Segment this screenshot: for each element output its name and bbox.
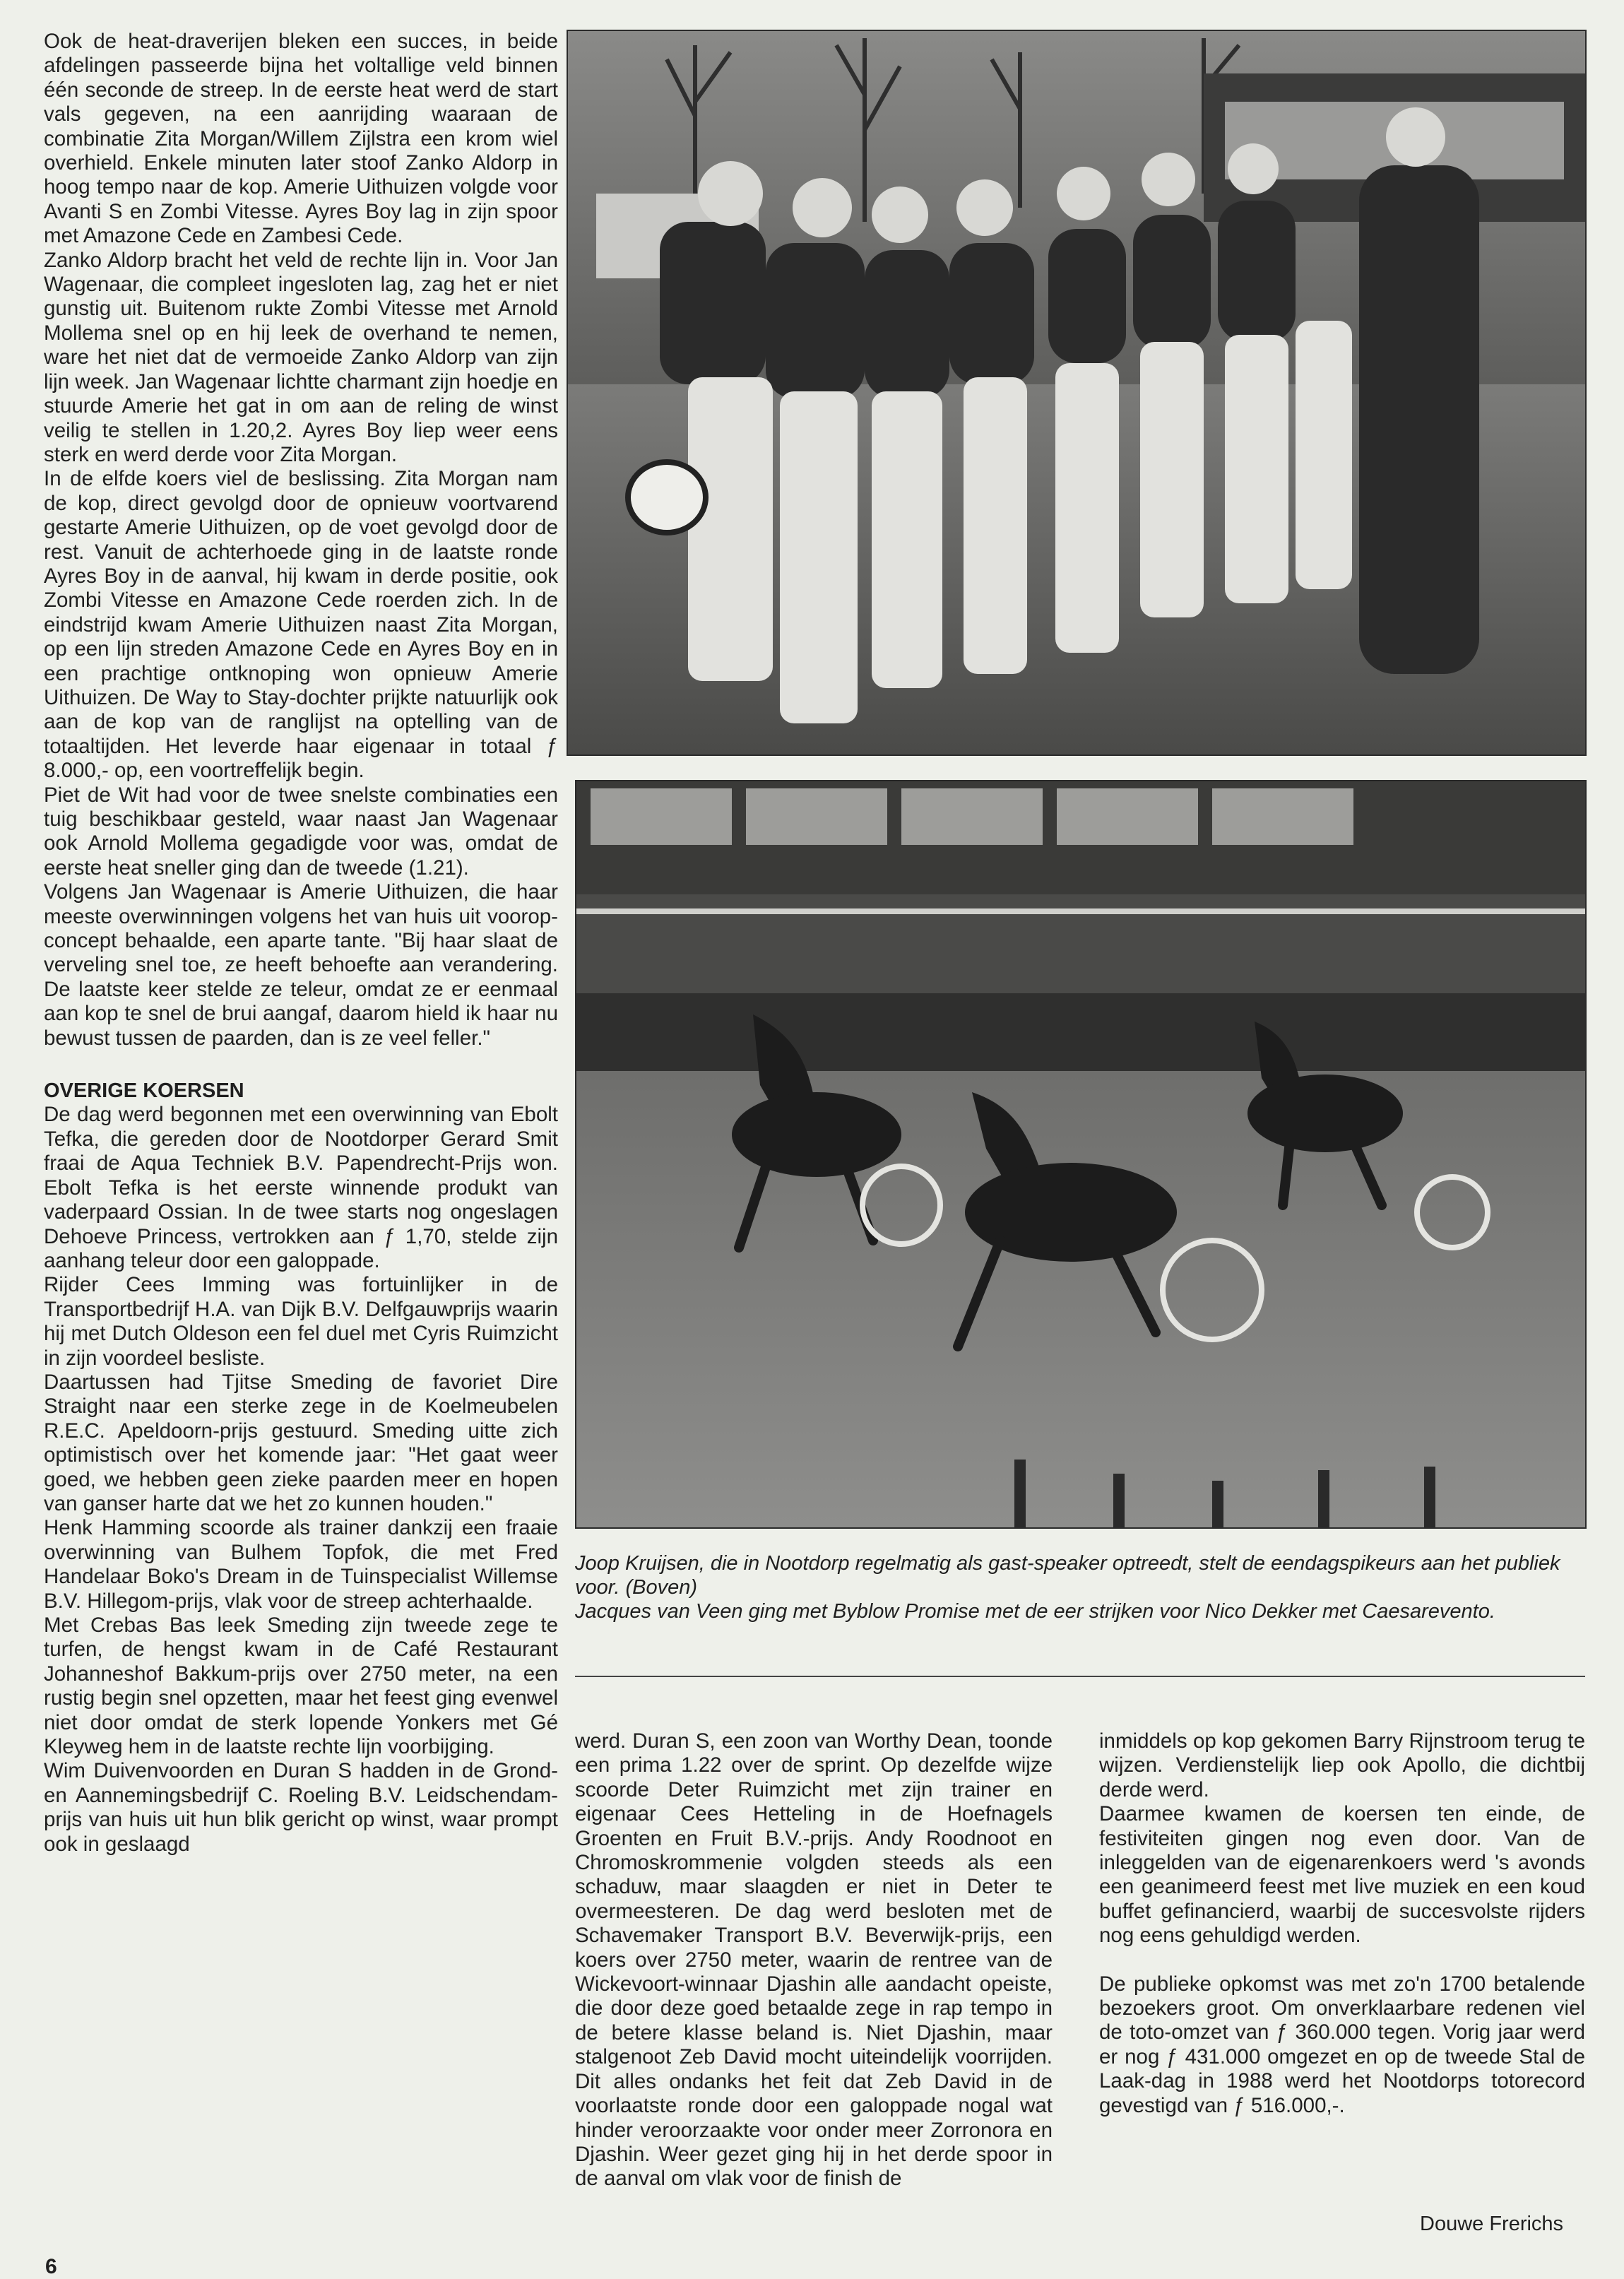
paragraph: Henk Hamming scoorde als trainer dankzij een fraaie overwinning van Bulhem Topfok, die met Fred Handelaar Boko's Dream in de Tuinspecialist Willemse B.V. Hillegom-prijs, vlak voor de streep achterhaalde. [44,1516,558,1613]
paragraph: De publieke opkomst was met zo'n 1700 betalende bezoekers groot. Om onverklaarbare redenen viel de toto-omzet van ƒ 360.000 tegen. Vorig jaar werd er nog ƒ 431.000 omgezet en op de tweede Stal de Laak-dag in 1988 werd het Nootdorps totorecord gevestigd van ƒ 516.000,-. [1099,1972,1585,2117]
section-heading: OVERIGE KOERSEN [44,1079,244,1103]
paragraph: Ook de heat-draverijen bleken een succes, in beide afdelingen passeerde bijna het voltallige veld binnen één seconde de streep. In de eerste heat werd de start vals gegeven, na een aanrijding waaraan de combinatie Zita Morgan/Willem Zijlstra een krom wiel overhield. Enkele minuten later stoof Zanko Aldorp in hoog tempo naar de kop. Amerie Uithuizen volgde voor Avanti S en Zombi Vitesse. Ayres Boy lag in zijn spoor met Amazone Cede en Zambesi Cede. [44,30,558,248]
paragraph: Daarmee kwamen de koersen ten einde, de festiviteiten gingen nog even door. Van de inleggelden van de eigenarenkoers werd 's avonds een geanimeerd feest met live muziek en een koud buffet gefinancierd, waarbij de succesvolste rijders nog eens gehuldigd werden. [1099,1802,1585,1948]
paragraph: Piet de Wit had voor de twee snelste combinaties een tuig beschikbaar gesteld, waar naast Jan Wagenaar ook Arnold Mollema gegadigde voor was, omdat de eerste heat sneller ging dan de tweede (1.21). [44,783,558,880]
page-number: 6 [45,2255,57,2278]
paragraph: Daartussen had Tjitse Smeding de favoriet Dire Straight naar een sterke zege in de Koelmeubelen R.E.C. Apeldoorn-prijs gestuurd. Smeding uitte zich optimistisch over het komende jaar: "Het gaat weer goed, we hebben geen zieke paarden meer en hopen van ganser harte dat we het zo kunnen houden." [44,1370,558,1515]
paragraph: Volgens Jan Wagenaar is Amerie Uithuizen, die haar meeste overwinningen volgens het van huis uit voorop-concept behaalde, een aparte tante. "Bij haar slaat de verveling snel toe, ze heeft behoefte aan verandering. De laatste keer stelde ze teleur, omdat ze er eenmaal aan kop te snel de brui aangaf, daarom hield ik haar nu bewust tussen de paarden, dan is ze veel feller." [44,880,558,1050]
photo-race-graphic [576,781,1585,1527]
paragraph: Wim Duivenvoorden en Duran S hadden in de Grond- en Aannemingsbedrijf C. Roeling B.V. Leidschendam-prijs van huis uit hun blik gericht op winst, waar prompt ook in geslaagd [44,1759,558,1856]
photo-caption [575,1551,1585,1623]
paragraph: Zanko Aldorp bracht het veld de rechte lijn in. Voor Jan Wagenaar, die compleet ingesloten lag, zag het er niet gunstig uit. Buitenom rukte Zombi Vitesse met Arnold Mollema snel op en hij leek de overhand te nemen, ware het niet dat de vermoeide Zanko Aldorp van zijn lijn week. Jan Wagenaar lichtte charmant zijn hoedje en stuurde Amerie het gat in om aan de reling de winst veilig te stellen in 1.20,2. Ayres Boy liep weer eens sterk en werd derde voor Zita Morgan. [44,248,558,466]
caption-top: Joop Kruijsen, die in Nootdorp regelmatig als gast-speaker optreedt, stelt de eendagspikeurs aan het publiek voor. (Boven) [575,1552,1560,1599]
caption-bottom: Jacques van Veen ging met Byblow Promise met de eer strijken voor Nico Dekker met Caesarevento. [575,1600,1495,1623]
divider [575,1676,1585,1677]
photo-drivers-lineup [567,30,1587,756]
paragraph: Met Crebas Bas leek Smeding zijn tweede zege te turfen, de hengst kwam in de Café Restaurant Johanneshof Bakkum-prijs over 2750 meter, na een rustig begin snel opzetten, maar het feest ging evenwel niet door omdat de sterk lopende Yonkers met Gé Kleyweg hem in de laatste rechte lijn voorbijging. [44,1614,558,1759]
paragraph: werd. Duran S, een zoon van Worthy Dean, toonde een prima 1.22 over de sprint. Op dezelfde wijze scoorde Deter Ruimzicht met zijn trainer en eigenaar Cees Hetteling in de Hoefnagels Groenten en Fruit B.V.-prijs. Andy Roodnoot en Chromoskrommenie volgden steeds als een schaduw, maar slaagden er niet in Deter te overmeesteren. De dag werd besloten met de Schavemaker Transport B.V. Beverwijk-prijs, een koers over 2750 meter, waarin de rentree van de Wickevoort-winnaar Djashin alle aandacht opeiste, die door deze goed betaalde zege in rap tempo in de betere klasse beland is. Niet Djashin, maar stalgenoot Zeb David mocht uiteindelijk voorrijden. Dit alles ondanks het feit dat Zeb David in de voorlaatste ronde door een galoppade nogal wat hinder veroorzaakte voor onder meer Zorronora en Djashin. Weer gezet ging hij in het derde spoor in de aanval om vlak voor de finish de [575,1729,1053,2191]
photo-race-finish [575,780,1587,1529]
author-byline: Douwe Frerichs [1420,2213,1564,2235]
right-column [1099,1729,1585,2118]
left-column [44,30,558,1857]
middle-column [575,1729,1053,2191]
paragraph: De dag werd begonnen met een overwinning van Ebolt Tefka, die gereden door de Nootdorper Gerard Smit fraai de Aqua Techniek B.V. Papendrecht-Prijs won. Ebolt Tefka is het eerste winnende produkt van vaderpaard Ossian. In de twee starts nog ongeslagen Dehoeve Princess, vertrokken aan ƒ 1,70, stelde zijn aanhang teleur door een galoppade. [44,1103,558,1272]
photo-drivers-graphic [568,31,1585,754]
paragraph: inmiddels op kop gekomen Barry Rijnstroom terug te wijzen. Verdienstelijk liep ook Apollo, die dichtbij derde werd. [1099,1729,1585,1801]
paragraph: Rijder Cees Imming was fortuinlijker in de Transportbedrijf H.A. van Dijk B.V. Delfgauwprijs waarin hij met Dutch Oldeson een fel duel met Cyris Ruimzicht in zijn voordeel besliste. [44,1273,558,1370]
paragraph: In de elfde koers viel de beslissing. Zita Morgan nam de kop, direct gevolgd door de opnieuw voortvarend gestarte Amerie Uithuizen, op de voet gevolgd door de rest. Vanuit de achterhoede ging in de laatste ronde Ayres Boy in de aanval, hij kwam in derde positie, ook Zombi Vitesse en Amazone Cede roerden zich. In de eindstrijd kwam Amerie Uithuizen naast Zita Morgan, op een lijn streden Amazone Cede en Ayres Boy en in een prachtige ontknoping won opnieuw Amerie Uithuizen. De Way to Stay-dochter prijkte natuurlijk ook aan de kop van de ranglijst na optelling van de totaaltijden. Het leverde haar eigenaar in totaal ƒ 8.000,- op, een voortreffelijk begin. [44,467,558,783]
